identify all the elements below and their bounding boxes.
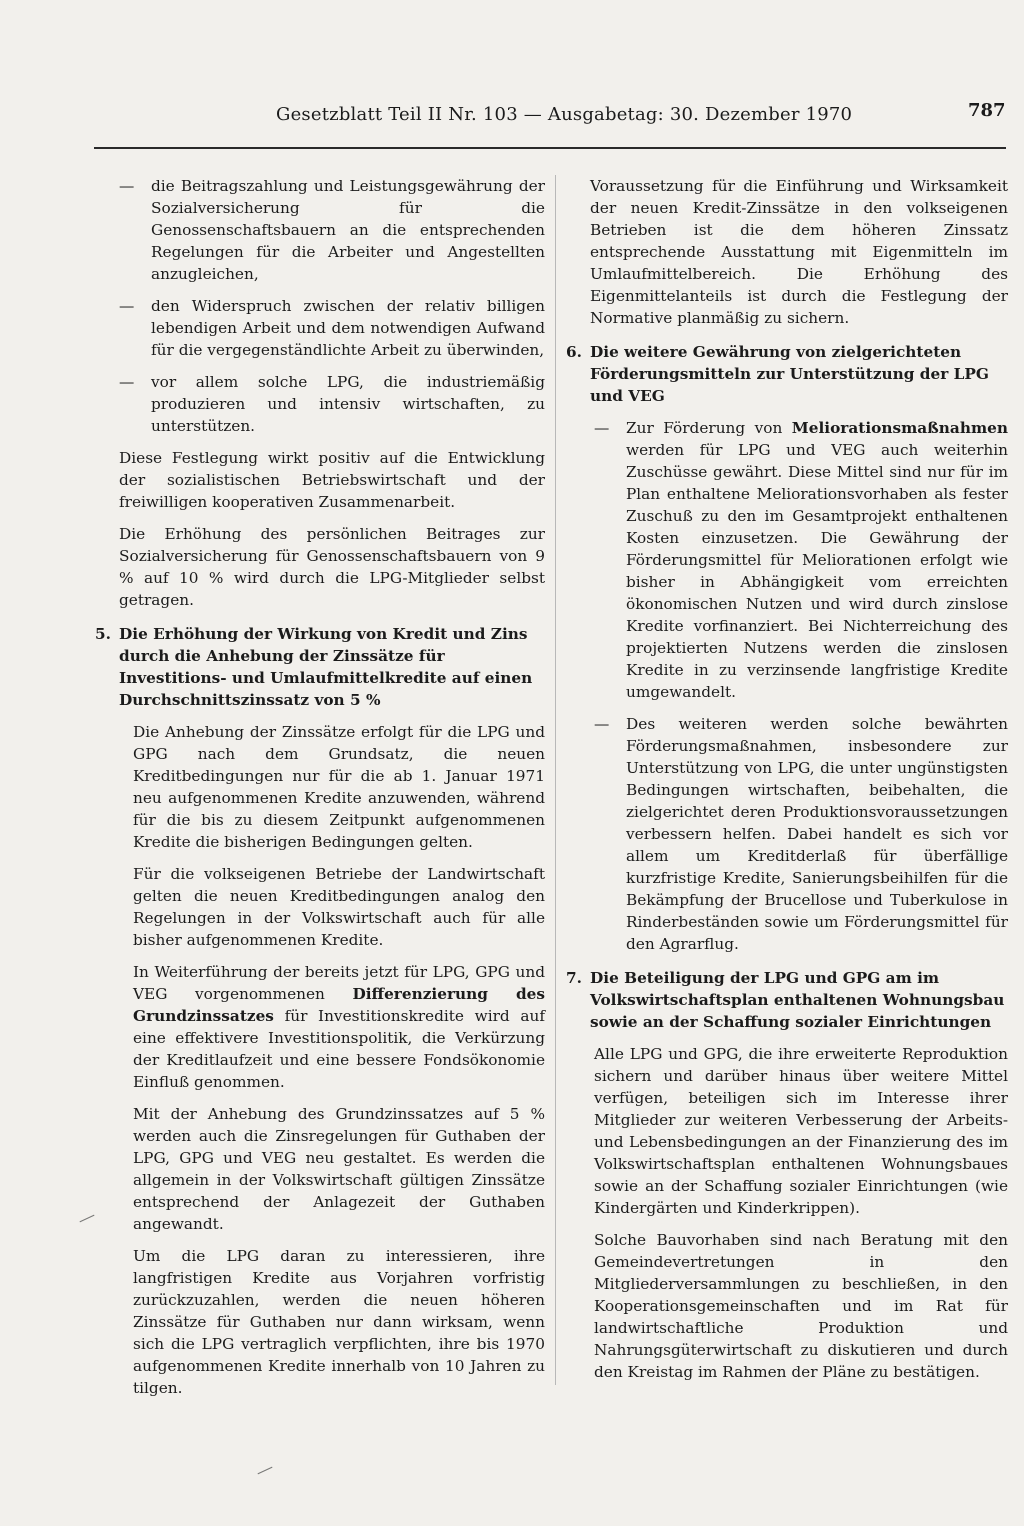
section-7 [566, 967, 1008, 1383]
left-column [95, 175, 545, 1409]
paragraph-text: In Weiterführung der bereits jetzt für LPG, GPG und VEG vorgenommenen [133, 963, 545, 1003]
section-paragraph: Mit der Anhebung des Grundzinssatzes auf 5 % werden auch die Zinsregelungen für Guthaben der LPG, GPG und VEG neu gestaltet. Es werden die allgemein in der Volkswirtschaft gültigen Zinssätze entsprechend der Anlagezeit der Guthaben angewandt. [133, 1105, 545, 1233]
column-divider [555, 175, 556, 1385]
bullet-text: die Beitragszahlung und Leistungsgewährung der Sozialversicherung für die Genossenschaftsbauern an die entsprechenden Regelungen für die Arbeiter und Angestellten anzugleichen, [151, 177, 545, 283]
page-number: 787 [968, 100, 1006, 121]
bullet-text: Des weiteren werden solche bewährten Förderungsmaßnahmen, insbesondere zur Unterstützung von LPG, die unter ungünstigsten Bedingungen wirtschaften, beibehalten, die zielgerichtet deren Produktionsvoraussetzungen verbessern helfen. Dabei handelt es sich vor allem um Kreditderlaß für überfällige kurzfristige Kredite, Sanierungsbeihilfen für die Bekämpfung der Brucellose und Tuberkulose in Rinderbeständen sowie um Förderungsmittel für den Agrarflug. [626, 715, 1008, 953]
emphasis-text: Differenzierung des Grundzinssatzes [133, 985, 545, 1025]
emphasis-text: Meliorationsmaßnahmen [791, 419, 1008, 437]
section-number: 6. [566, 343, 582, 361]
bullet-item [119, 175, 545, 285]
section-5 [95, 623, 545, 1399]
page-header: Gesetzblatt Teil II Nr. 103 — Ausgabetag: 30. Dezember 1970 [276, 104, 853, 125]
bullet-text: Zur Förderung von [626, 419, 783, 437]
paragraph: Voraussetzung für die Einführung und Wirksamkeit der neuen Kredit-Zinssätze in den volkseigenen Betrieben ist die dem höheren Zinssatz entsprechende Ausstattung mit Eigenmitteln im Umlaufmittelbereich. Die Erhöhung des Eigenmittelanteils ist durch die Festlegung der Normative planmäßig zu sichern. [590, 177, 1008, 327]
scan-mark [80, 1215, 95, 1223]
section-number: 5. [95, 625, 111, 643]
bullet-item [119, 295, 545, 361]
bullet-item [594, 417, 1008, 703]
bullet-text: den Widerspruch zwischen der relativ billigen lebendigen Arbeit und dem notwendigen Aufwand für die vergegenständlichte Arbeit zu überwinden, [151, 297, 545, 359]
bullet-text: vor allem solche LPG, die industriemäßig produzieren und intensiv wirtschaften, zu unterstützen. [151, 373, 545, 435]
bullet-text: werden für LPG und VEG auch weiterhin Zuschüsse gewährt. Diese Mittel sind nur für im Plan enthaltene Meliorationsvorhaben als fester Zuschuß zu den im Gesamtprojekt enthaltenen Kosten einzusetzen. Die Gewährung der Förderungsmittel für Meliorationen erfolgt wie bisher in Abhängigkeit vom erreichten ökonomischen Nutzen und wird durch zinslose Kredite vorfinanziert. Bei Nichterreichung des projektierten Nutzens werden die zinslosen Kredite in zu verzinsende langfristige Kredite umgewandelt. [626, 441, 1008, 701]
section-6 [566, 341, 1008, 955]
section-paragraph: Alle LPG und GPG, die ihre erweiterte Reproduktion sichern und darüber hinaus über weitere Mittel verfügen, beteiligen sich im Interesse ihrer Mitglieder zur weiteren Verbesserung der Arbeits- und Lebensbedingungen an der Finanzierung des im Volkswirtschaftsplan enthaltenen Wohnungsbaues sowie an der Schaffung sozialer Einrichtungen (wie Kindergärten und Kinderkrippen). [594, 1045, 1008, 1217]
section-number: 7. [566, 969, 582, 987]
bullet-item [594, 713, 1008, 955]
paragraph: Diese Festlegung wirkt positiv auf die Entwicklung der sozialistischen Betriebswirtschaft und der freiwilligen kooperativen Zusammenarbeit. [119, 449, 545, 511]
section-title: Die weitere Gewährung von zielgerichteten Förderungsmitteln zur Unterstützung der LPG und VEG [590, 343, 989, 405]
section-paragraph [133, 961, 545, 1093]
section-paragraph: Für die volkseigenen Betriebe der Landwirtschaft gelten die neuen Kreditbedingungen analog den Regelungen in der Volkswirtschaft auch für alle bisher aufgenommenen Kredite. [133, 865, 545, 949]
right-column [566, 175, 1008, 1393]
section-title: Die Beteiligung der LPG und GPG am im Volkswirtschaftsplan enthaltenen Wohnungsbau sowie an der Schaffung sozialer Einrichtungen [590, 969, 1005, 1031]
section-paragraph: Solche Bauvorhaben sind nach Beratung mit den Gemeindevertretungen in den Mitgliederversammlungen zu beschließen, in den Kooperationsgemeinschaften und im Rat für landwirtschaftliche Produktion und Nahrungsgüterwirtschaft zu diskutieren und durch den Kreistag im Rahmen der Pläne zu bestätigen. [594, 1231, 1008, 1381]
bullet-item [119, 371, 545, 437]
header-rule [94, 147, 1006, 149]
paragraph-text: für Investitionskredite wird auf eine effektivere Investitionspolitik, die Verkürzung der Kreditlaufzeit und eine bessere Fondsökonomie Einfluß genommen. [133, 1007, 545, 1091]
section-title: Die Erhöhung der Wirkung von Kredit und Zins durch die Anhebung der Zinssätze für Investitions- und Umlaufmittelkredite auf einen Durchschnittszinssatz von 5 % [119, 625, 533, 709]
section-paragraph: Die Anhebung der Zinssätze erfolgt für die LPG und GPG nach dem Grundsatz, die neuen Kreditbedingungen nur für die ab 1. Januar 1971 neu aufgenommenen Kredite anzuwenden, während für die bis zu diesem Zeitpunkt aufgenommenen Kredite die bisherigen Bedingungen gelten. [133, 723, 545, 851]
scan-mark [258, 1467, 273, 1475]
paragraph: Die Erhöhung des persönlichen Beitrages zur Sozialversicherung für Genossenschaftsbauern von 9 % auf 10 % wird durch die LPG-Mitglieder selbst getragen. [119, 525, 545, 609]
section-paragraph: Um die LPG daran zu interessieren, ihre langfristigen Kredite aus Vorjahren vorfristig zurückzuzahlen, werden die neuen höheren Zinssätze für Guthaben nur dann wirksam, wenn sich die LPG vertraglich verpflichten, ihre bis 1970 aufgenommenen Kredite innerhalb von 10 Jahren zu tilgen. [133, 1247, 545, 1397]
